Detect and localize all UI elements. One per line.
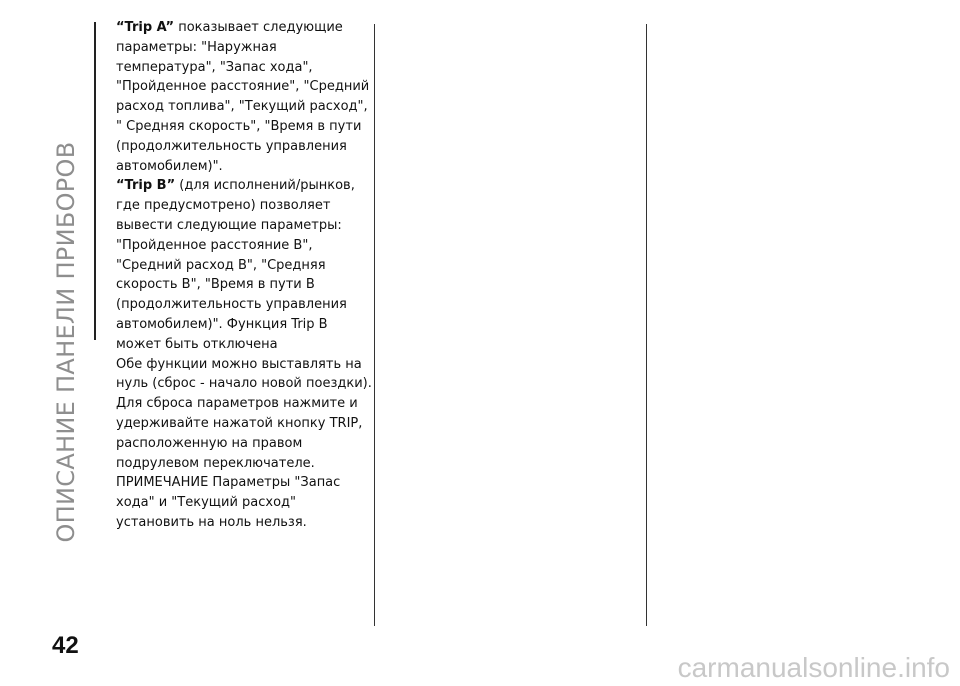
trip-b-label: “Trip B” (116, 178, 176, 194)
trip-a-text: показывает следующие параметры: "Наружная температура", "Запас хода", "Пройденное расстояние", "Средний расход топлива", "Текущий расход", " Средняя скорость", "Время в пути (продолжительность управления автомобилем)". (116, 20, 370, 174)
column-divider-left (374, 24, 375, 626)
trip-a-label: “Trip A” (116, 20, 175, 35)
trip-b-paragraph (116, 176, 374, 354)
watermark: carmanualsonline.info (677, 652, 950, 683)
reset-paragraph: Обе функции можно выставлять на нуль (сброс - начало новой поездки). Для сброса параметров нажмите и удерживайте нажатой кнопку TRIP, расположенную на правом подрулевом переключателе. (116, 356, 372, 471)
trip-b-text: (для исполнений/рынков, где предусмотрено) позволяет вывести следующие параметры: "Пройденное расстояние B", "Средний расход B", "Средняя скорость B", "Время в пути B (продолжительность управления автомобилем)". Функция Trip B может быть отключена (116, 178, 355, 352)
body-text-column (116, 18, 374, 533)
column-divider-right (646, 24, 647, 626)
section-divider (94, 22, 96, 340)
page-number: 42 (52, 632, 79, 659)
note-paragraph: ПРИМЕЧАНИЕ Параметры "Запас хода" и "Текущий расход" установить на ноль нельзя. (116, 475, 341, 530)
section-title-text: ОПИСАНИЕ ПАНЕЛИ ПРИБОРОВ (52, 141, 80, 543)
trip-a-paragraph (116, 18, 374, 176)
